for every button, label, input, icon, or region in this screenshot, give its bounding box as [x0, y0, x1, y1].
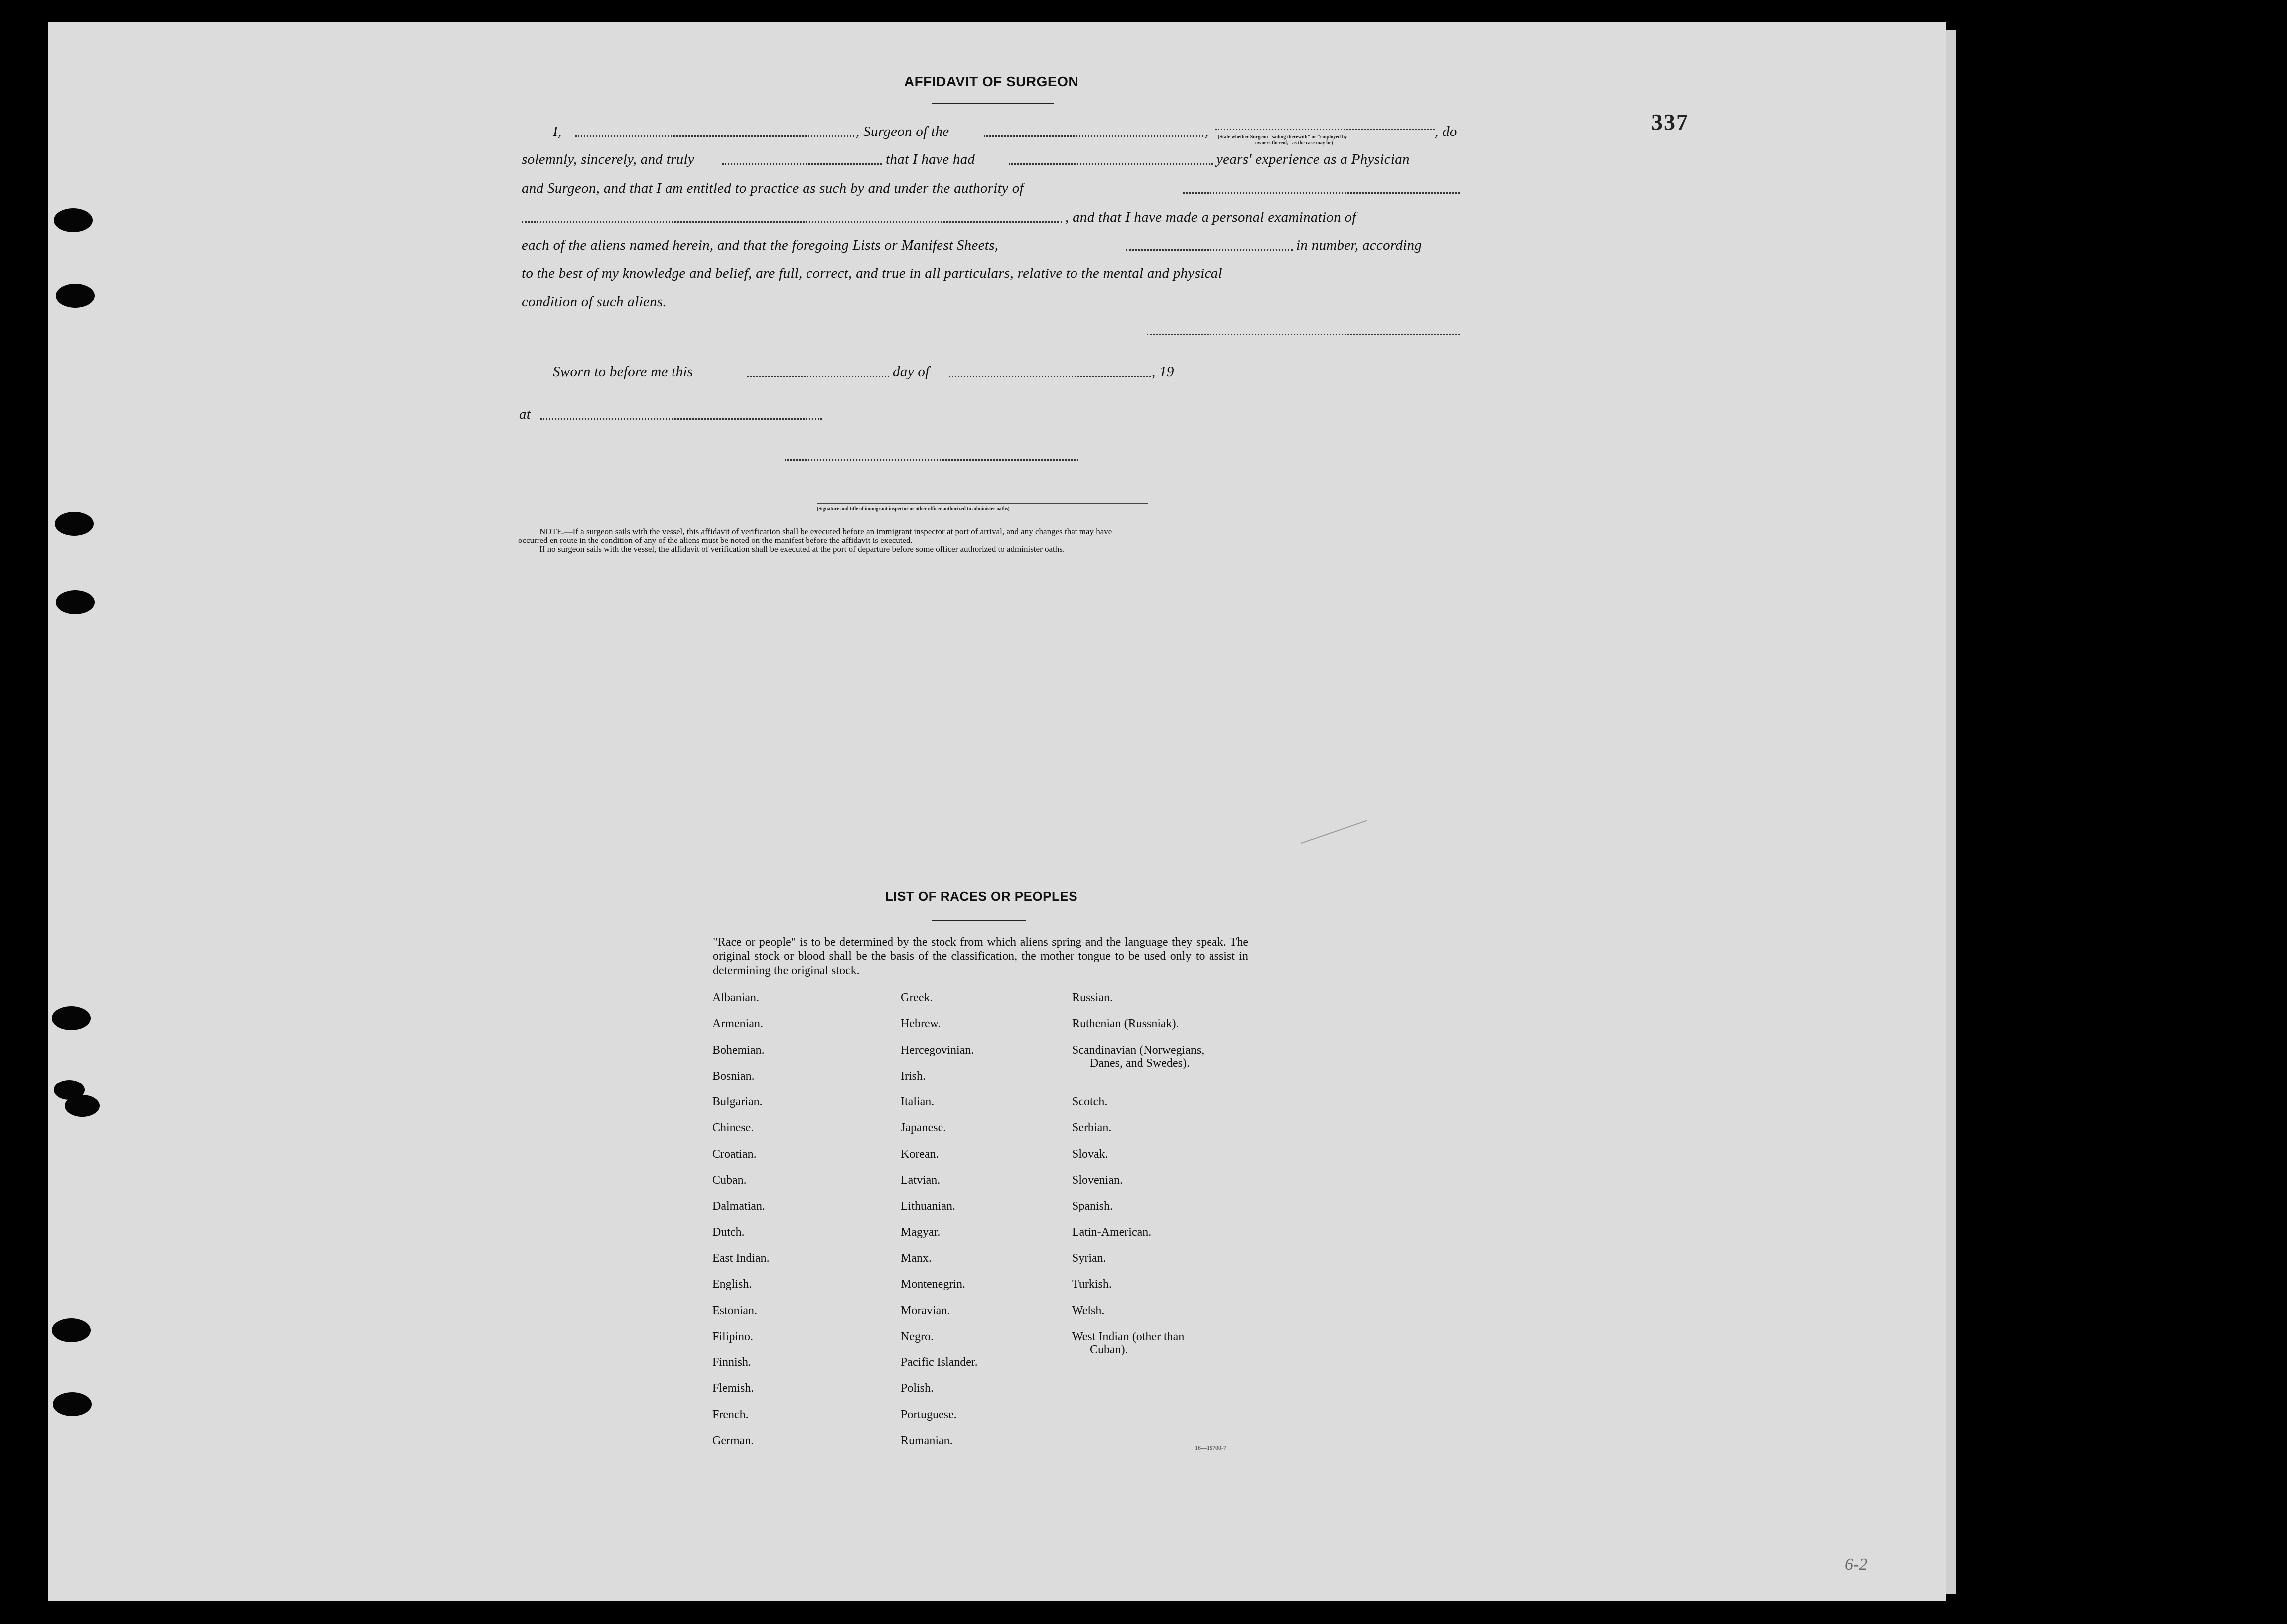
blank-vessel	[984, 135, 1203, 137]
blank-day	[747, 376, 889, 377]
race-item: Serbian.	[1072, 1121, 1112, 1135]
inspector-signature-line	[817, 503, 1148, 504]
race-item: Ruthenian (Russniak).	[1072, 1017, 1179, 1031]
race-item: Armenian.	[712, 1017, 763, 1031]
blank-month	[949, 376, 1151, 377]
note-line-3: If no surgeon sails with the vessel, the affidavit of verification shall be executed at the port of departure before some officer authorized to administer oaths.	[539, 544, 1065, 554]
affidavit-comma: ,	[1205, 124, 1209, 139]
surgeon-signature-line	[1147, 334, 1460, 335]
race-item: Syrian.	[1072, 1251, 1106, 1265]
race-item: Lithuanian.	[901, 1200, 955, 1213]
page-edge	[1946, 30, 1956, 1594]
race-item: Pacific Islander.	[901, 1356, 978, 1369]
race-item: Bosnian.	[712, 1069, 755, 1083]
race-item: Bohemian.	[712, 1043, 765, 1057]
race-item: Bulgarian.	[712, 1095, 763, 1109]
race-item: Magyar.	[901, 1225, 941, 1239]
race-item: Russian.	[1072, 991, 1113, 1004]
punch-hole	[53, 1392, 92, 1416]
punch-hole	[65, 1095, 100, 1117]
affidavit-line-5b: in number, according	[1296, 237, 1422, 253]
race-item: Chinese.	[712, 1121, 754, 1135]
race-item: German.	[712, 1434, 754, 1448]
race-item: Welsh.	[1072, 1304, 1105, 1317]
race-item: Turkish.	[1072, 1278, 1112, 1291]
affidavit-surgeon-of: , Surgeon of the	[856, 124, 949, 139]
race-item: Irish.	[901, 1069, 926, 1083]
race-item: Polish.	[901, 1382, 934, 1395]
blank-sheet-count	[1126, 249, 1293, 251]
race-item: Dalmatian.	[712, 1200, 765, 1213]
punch-hole	[55, 512, 94, 536]
race-item: Latin-American.	[1072, 1225, 1152, 1239]
race-item: Dutch.	[712, 1225, 745, 1239]
official-seal-line	[785, 459, 1078, 461]
races-column-3	[1072, 991, 1204, 1382]
race-item: Slovenian.	[1072, 1174, 1123, 1187]
document-page	[48, 22, 1946, 1601]
affidavit-do: , do	[1435, 124, 1457, 139]
races-title-underline	[932, 920, 1026, 921]
race-item: East Indian.	[712, 1251, 770, 1265]
affidavit-line-6: to the best of my knowledge and belief, are full, correct, and true in all particulars, relative to the mental and physical	[522, 266, 1222, 281]
race-item: West Indian (other than Cuban).	[1072, 1330, 1185, 1356]
note-line-1: NOTE.—If a surgeon sails with the vessel, this affidavit of verification shall be executed before an immigrant inspector at port of arrival, and any changes that may have	[539, 527, 1112, 536]
blank-oath	[722, 163, 882, 165]
race-item: Slovak.	[1072, 1147, 1108, 1161]
race-item: Cuban.	[712, 1174, 747, 1187]
race-item: Portuguese.	[901, 1408, 957, 1421]
page-number: 337	[1651, 109, 1689, 135]
race-item: Moravian.	[901, 1304, 950, 1317]
affidavit-line-2c: years' experience as a Physician	[1216, 151, 1410, 167]
race-item: Hercegovinian.	[901, 1043, 974, 1057]
affidavit-line-3: and Surgeon, and that I am entitled to practice as such by and under the authority of	[522, 180, 1024, 196]
title-underline	[932, 103, 1054, 104]
race-item: Spanish.	[1072, 1200, 1113, 1213]
race-item: Albanian.	[712, 991, 759, 1004]
state-note-1: (State whether Surgeon "sailing therewith" or "employed by	[1218, 135, 1347, 140]
affidavit-title: AFFIDAVIT OF SURGEON	[904, 74, 1079, 89]
blank-authority-cont	[522, 221, 1062, 223]
blank-years	[1009, 163, 1213, 165]
race-item: Estonian.	[712, 1304, 757, 1317]
races-column-2	[901, 991, 978, 1460]
punch-hole	[52, 1318, 91, 1342]
races-column-1	[712, 991, 770, 1460]
sworn-at: at	[519, 406, 531, 422]
pencil-mark: 6-2	[1845, 1555, 1868, 1574]
race-item: French.	[712, 1408, 749, 1421]
race-item: Scandinavian (Norwegians, Danes, and Swedes).	[1072, 1043, 1205, 1070]
races-title: LIST OF RACES OR PEOPLES	[885, 889, 1078, 904]
race-item: Negro.	[901, 1330, 934, 1343]
punch-hole	[52, 1006, 91, 1030]
sworn-before: Sworn to before me this	[553, 364, 693, 380]
sworn-year: , 19	[1152, 364, 1174, 380]
affidavit-line-2b: that I have had	[886, 151, 975, 167]
race-item: Greek.	[901, 991, 933, 1004]
race-item: Flemish.	[712, 1382, 754, 1395]
races-intro: "Race or people" is to be determined by the stock from which aliens spring and the language they speak. The original stock or blood shall be the basis of the classification, the mother tongue to be used only to assist in determining the original stock.	[713, 936, 1248, 977]
affidavit-line-5a: each of the aliens named herein, and that the foregoing Lists or Manifest Sheets,	[522, 237, 999, 253]
punch-hole	[54, 208, 93, 232]
race-item: Croatian.	[712, 1147, 757, 1161]
affidavit-line-2a: solemnly, sincerely, and truly	[522, 151, 695, 167]
punch-hole	[56, 590, 95, 614]
form-number: 16—15700-7	[1195, 1444, 1226, 1451]
affidavit-i: I,	[553, 124, 562, 139]
race-item: Hebrew.	[901, 1017, 941, 1031]
affidavit-line-7: condition of such aliens.	[522, 294, 667, 310]
race-item: English.	[712, 1278, 752, 1291]
race-item: Scotch.	[1072, 1095, 1108, 1109]
blank-authority	[1183, 192, 1460, 194]
note-line-2: occurred en route in the condition of any of the aliens must be noted on the manifest before the affidavit is executed.	[518, 536, 913, 545]
race-item: Italian.	[901, 1095, 935, 1109]
race-item: Manx.	[901, 1251, 932, 1265]
race-item: Filipino.	[712, 1330, 754, 1343]
sworn-day-of: day of	[893, 364, 930, 380]
signature-caption: (Signature and title of immigrant inspector or other officer authorized to administer oaths)	[817, 506, 1010, 512]
race-item: Latvian.	[901, 1174, 941, 1187]
blank-place	[540, 418, 822, 420]
blank-status	[1215, 129, 1435, 130]
race-item: Japanese.	[901, 1121, 946, 1135]
state-note-2: owners thereof," as the case may be)	[1255, 140, 1333, 146]
race-item: Montenegrin.	[901, 1278, 965, 1291]
race-item: Finnish.	[712, 1356, 752, 1369]
race-item: Korean.	[901, 1147, 939, 1161]
blank-surgeon-name	[575, 135, 854, 137]
race-item: Rumanian.	[901, 1434, 953, 1448]
affidavit-line-4: , and that I have made a personal examination of	[1065, 209, 1356, 225]
punch-hole	[56, 284, 95, 308]
